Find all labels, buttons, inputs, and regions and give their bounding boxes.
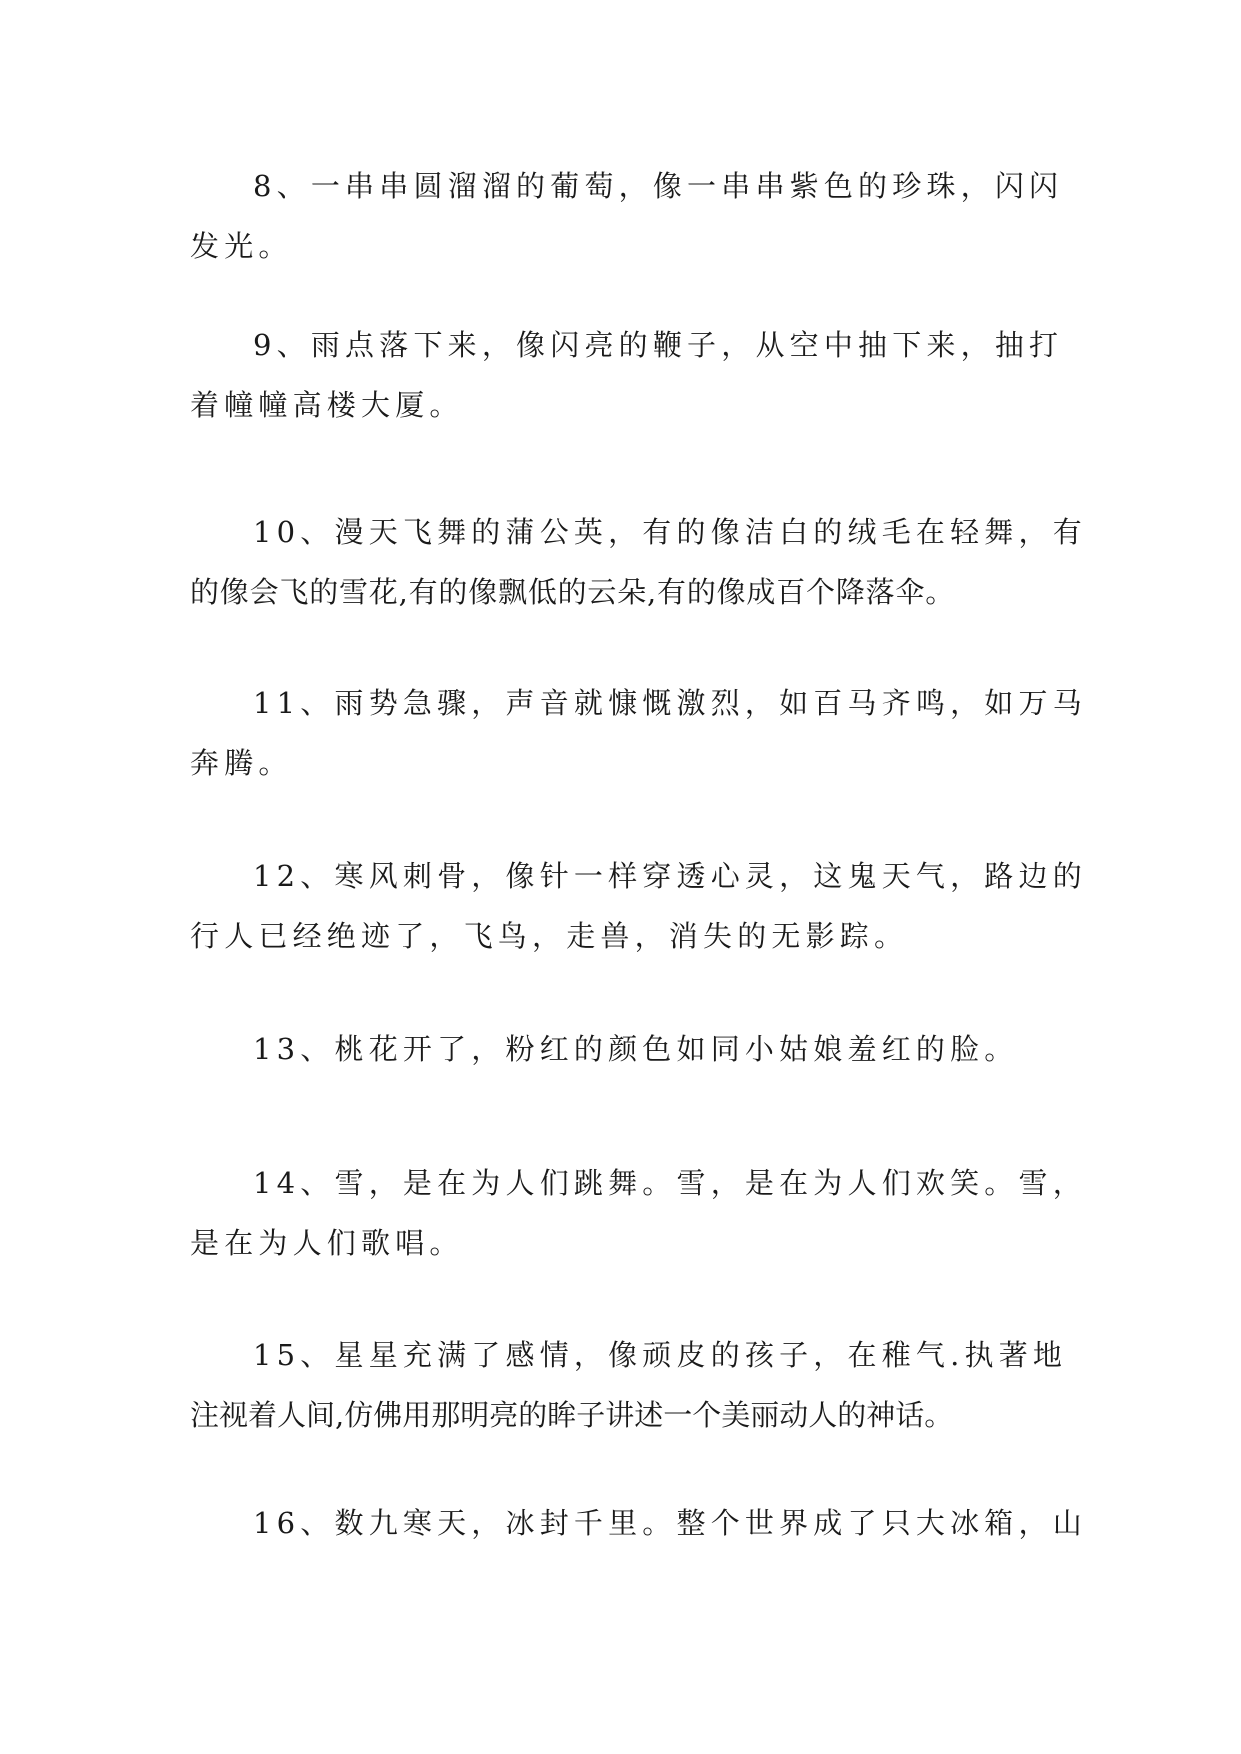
list-item-16: [190, 1493, 1087, 1553]
item-10-line-1: 10、漫天飞舞的蒲公英，有的像洁白的绒毛在轻舞，有: [253, 515, 1087, 549]
item-15-line-1: 15、星星充满了感情，像顽皮的孩子，在稚气.执著地: [253, 1338, 1068, 1372]
list-item-15: [190, 1325, 1068, 1445]
item-16-line-1: 16、数九寒天，冰封千里。整个世界成了只大冰箱，山: [253, 1506, 1087, 1540]
item-11-line-2: 奔腾。: [190, 746, 293, 780]
list-item-8: [190, 156, 1064, 276]
item-14-line-2: 是在为人们歌唱。: [190, 1226, 464, 1260]
list-item-10: [190, 502, 1087, 622]
item-12-line-2: 行人已经绝迹了，飞鸟，走兽，消失的无影踪。: [190, 919, 909, 953]
item-13-line-1: 13、桃花开了，粉红的颜色如同小姑娘羞红的脸。: [253, 1032, 1019, 1066]
list-item-9: [190, 315, 1064, 435]
list-item-14: [190, 1153, 1087, 1273]
item-9-line-2: 着幢幢高楼大厦。: [190, 388, 464, 422]
item-14-line-1: 14、雪，是在为人们跳舞。雪，是在为人们欢笑。雪，: [253, 1166, 1087, 1200]
item-9-line-1: 9、雨点落下来，像闪亮的鞭子，从空中抽下来，抽打: [253, 328, 1064, 362]
list-item-11: [190, 673, 1087, 793]
item-8-line-2: 发光。: [190, 229, 293, 263]
item-8-line-1: 8、一串串圆溜溜的葡萄，像一串串紫色的珍珠，闪闪: [253, 169, 1064, 203]
list-item-12: [190, 846, 1087, 966]
item-12-line-1: 12、寒风刺骨，像针一样穿透心灵，这鬼天气，路边的: [253, 859, 1087, 893]
item-15-line-2: 注视着人间,仿佛用那明亮的眸子讲述一个美丽动人的神话。: [190, 1398, 954, 1432]
item-11-line-1: 11、雨势急骤，声音就慷慨激烈，如百马齐鸣，如万马: [253, 686, 1087, 720]
item-10-line-2: 的像会飞的雪花,有的像飘低的云朵,有的像成百个降落伞。: [190, 575, 956, 609]
list-item-13: [190, 1019, 1060, 1079]
